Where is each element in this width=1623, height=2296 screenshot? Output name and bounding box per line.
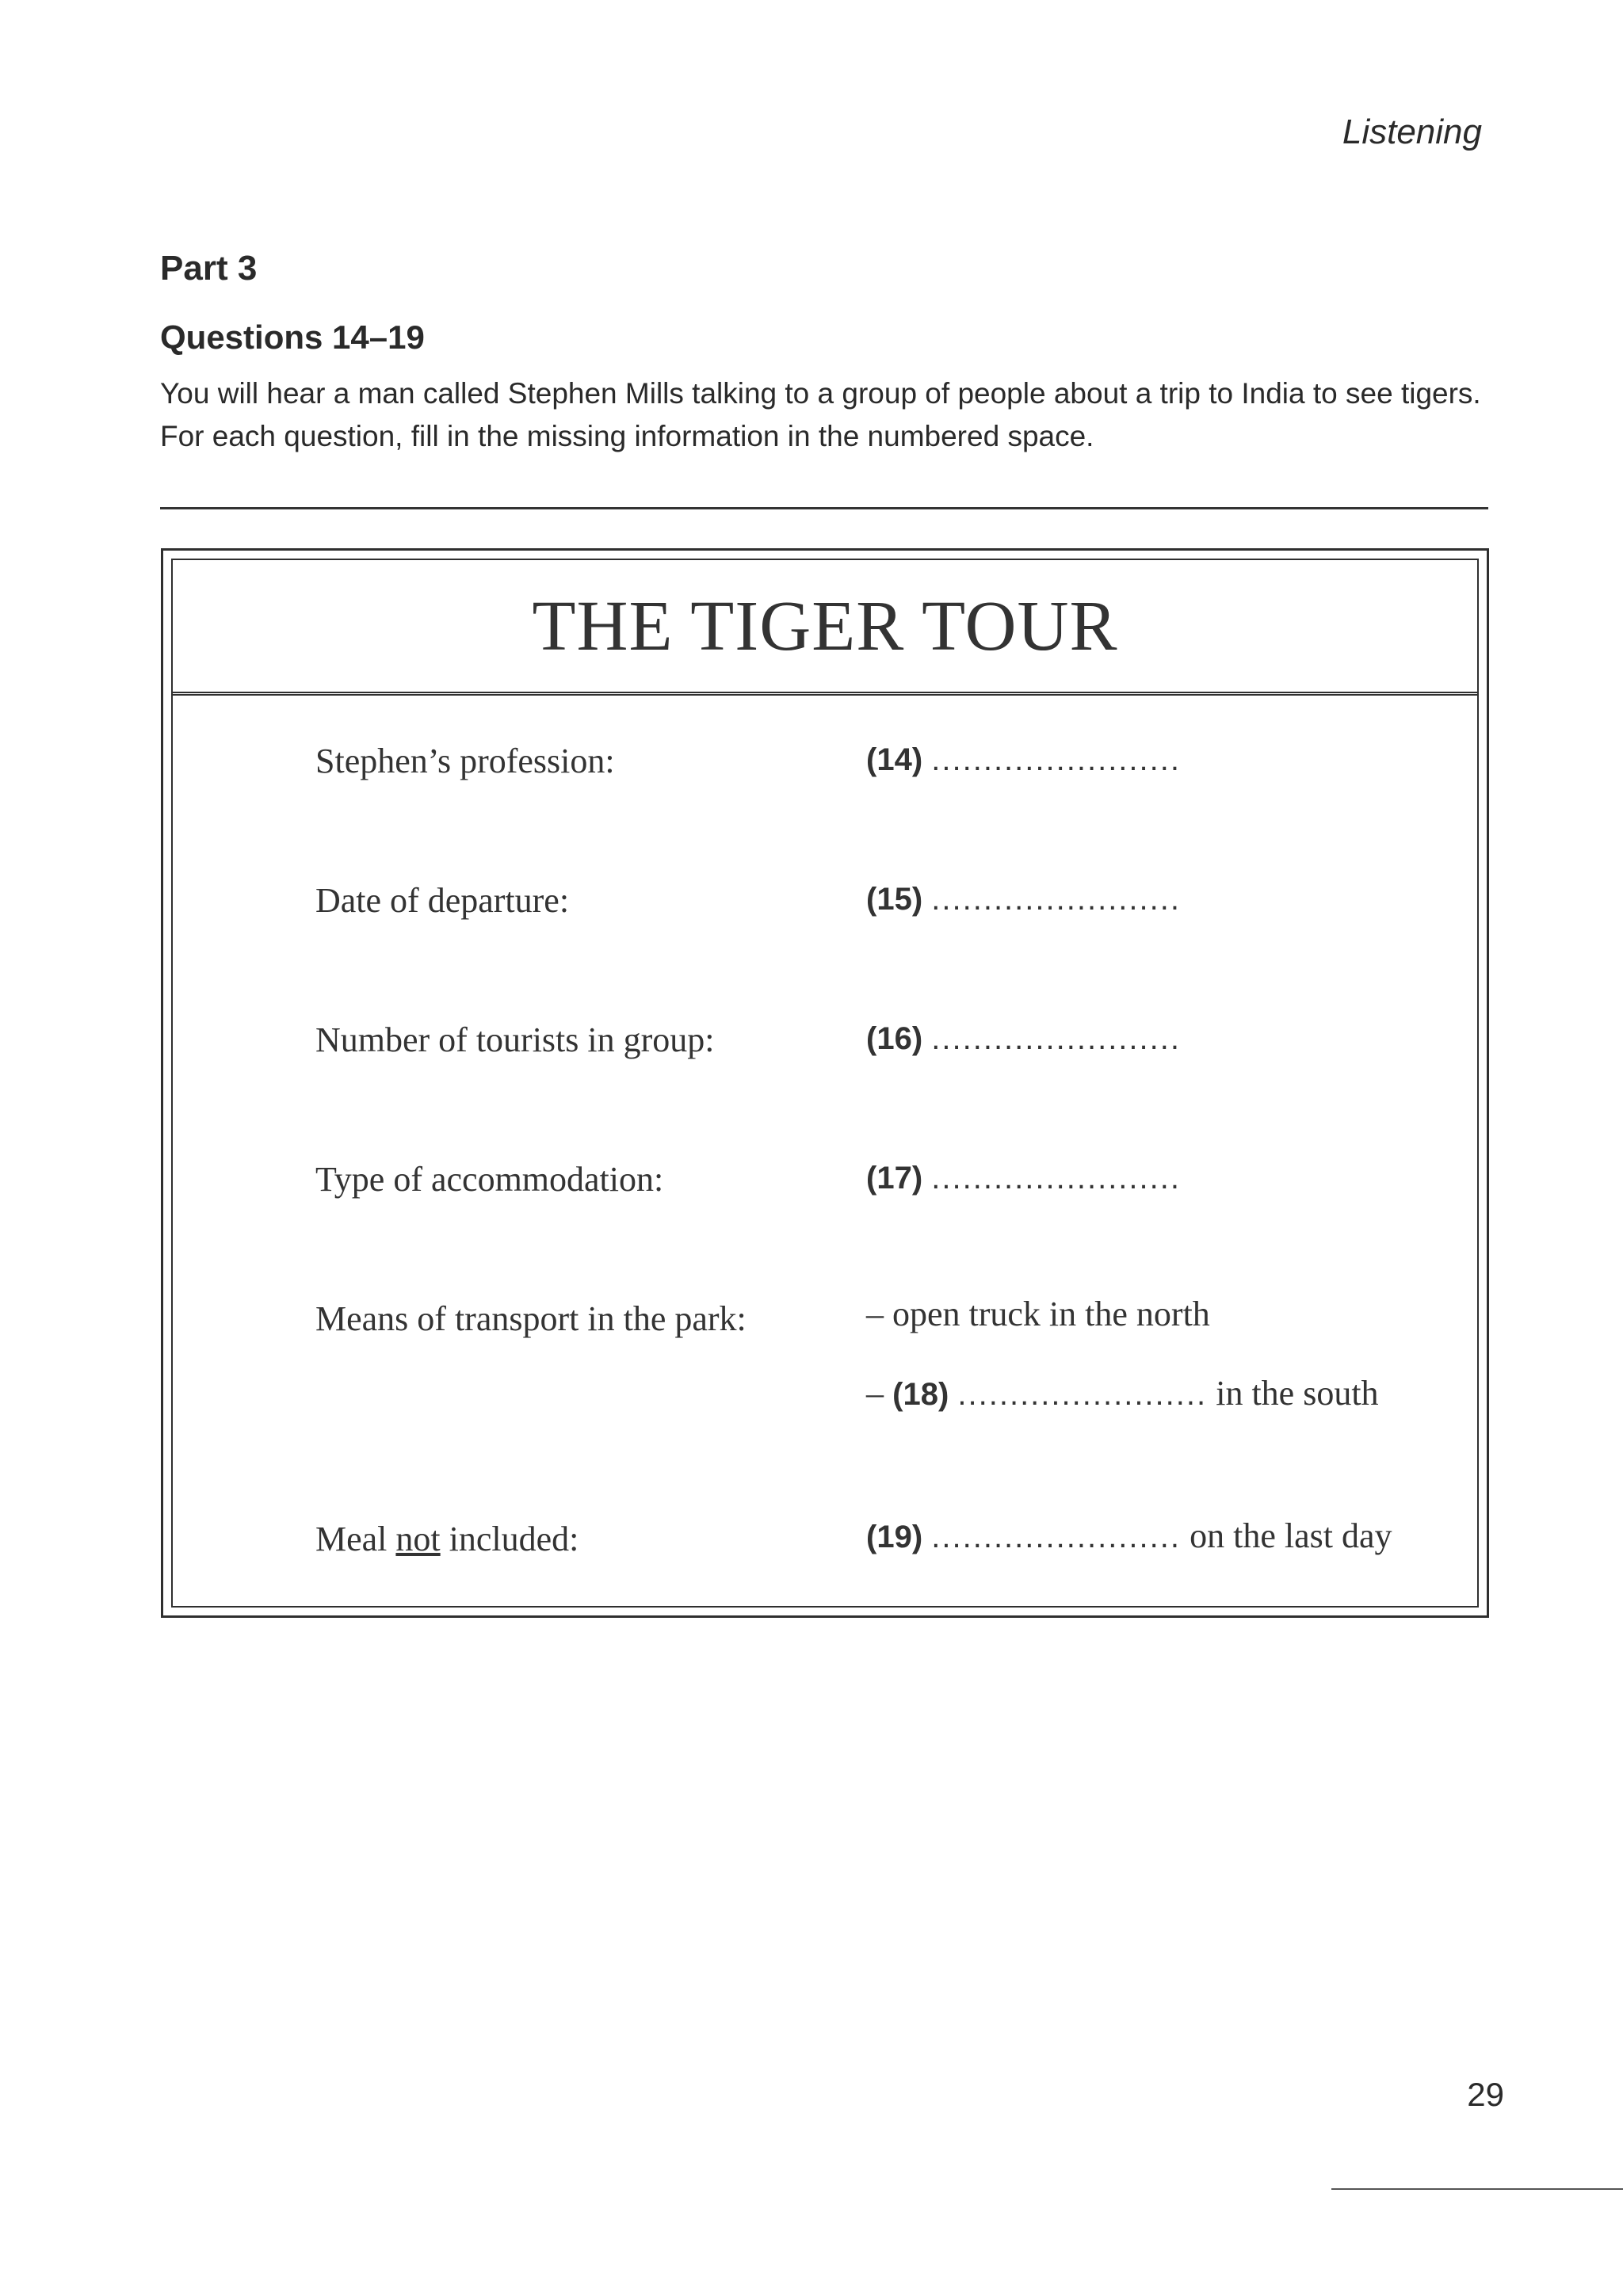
- bottom-rule: [1331, 2188, 1623, 2190]
- instructions: [160, 372, 1499, 458]
- label-part: included:: [449, 1520, 579, 1558]
- label-part: Meal: [315, 1520, 388, 1558]
- question-number: (15): [866, 882, 923, 917]
- tour-label: Type of accommodation:: [315, 1160, 664, 1199]
- answer-suffix: on the last day: [1190, 1516, 1392, 1555]
- dash: –: [866, 1374, 884, 1413]
- answer-blank-17[interactable]: [866, 1161, 1181, 1196]
- page-number: 29: [1467, 2076, 1504, 2113]
- blank-dots: ........................: [931, 882, 1181, 917]
- blank-dots: ........................: [931, 1161, 1181, 1196]
- tour-label: Stephen’s profession:: [315, 742, 615, 780]
- question-number: (14): [866, 742, 923, 777]
- answer-blank-16[interactable]: [866, 1021, 1181, 1057]
- tiger-tour-box: [161, 548, 1489, 1618]
- tour-label: [315, 1519, 579, 1559]
- question-number: (18): [892, 1377, 949, 1412]
- tour-label: Number of tourists in group:: [315, 1020, 715, 1059]
- question-number: (16): [866, 1021, 923, 1056]
- answer-blank-18[interactable]: [866, 1373, 1379, 1413]
- answer-suffix: in the south: [1216, 1374, 1379, 1413]
- questions-title: Questions 14–19: [160, 318, 425, 356]
- tour-title: THE TIGER TOUR: [532, 586, 1118, 666]
- question-number: (19): [866, 1520, 923, 1554]
- answer-blank-15[interactable]: [866, 882, 1181, 917]
- tour-label: Date of departure:: [315, 881, 570, 920]
- question-number: (17): [866, 1161, 923, 1196]
- tiger-tour-inner-frame: [171, 559, 1479, 1608]
- blank-dots: ........................: [931, 1021, 1181, 1056]
- blank-dots: ........................: [957, 1377, 1208, 1412]
- blank-dots: ........................: [931, 742, 1181, 777]
- label-underlined: not: [395, 1520, 441, 1558]
- transport-north: – open truck in the north: [866, 1295, 1210, 1333]
- part-title: Part 3: [160, 249, 258, 288]
- section-label: Listening: [1342, 113, 1482, 151]
- answer-blank-19[interactable]: [866, 1516, 1392, 1556]
- instructions-line-1: You will hear a man called Stephen Mills talking to a group of people about a trip to India to see tigers.: [160, 377, 1481, 410]
- top-rule: [160, 507, 1488, 509]
- answer-blank-14[interactable]: [866, 742, 1181, 778]
- tour-title-row: [173, 560, 1477, 696]
- instructions-line-2: For each question, fill in the missing information in the numbered space.: [160, 420, 1094, 452]
- blank-dots: ........................: [931, 1520, 1181, 1554]
- tour-label: Means of transport in the park:: [315, 1299, 747, 1338]
